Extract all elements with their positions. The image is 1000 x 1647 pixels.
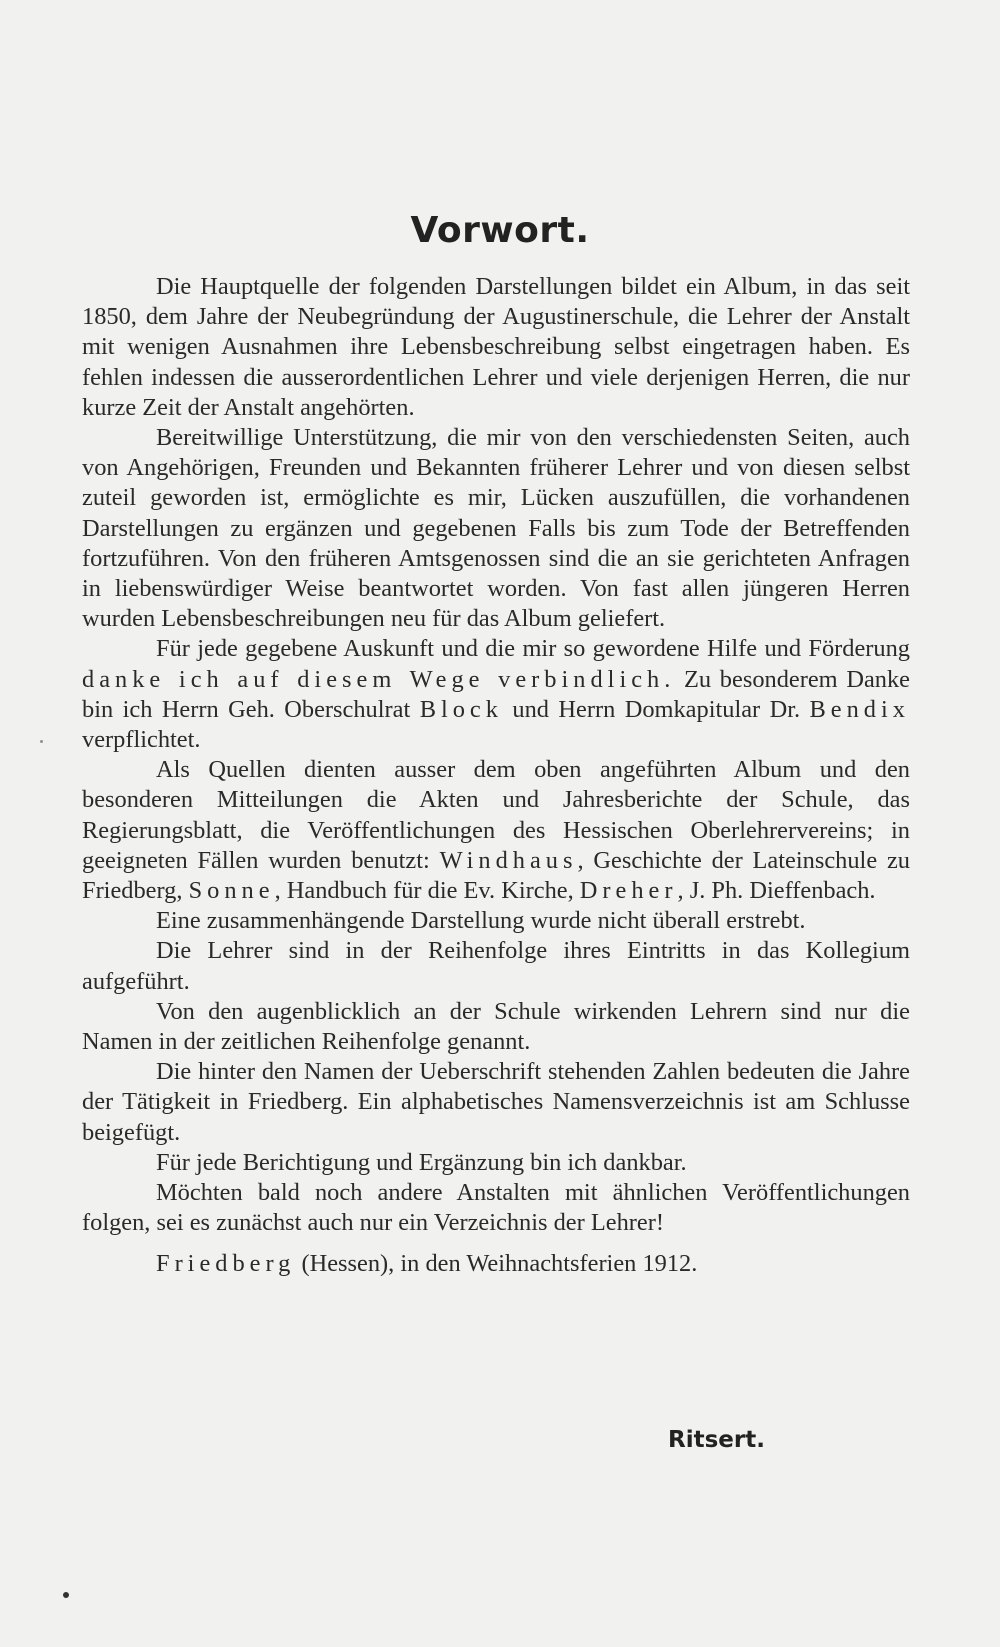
- paragraph-3-text-b: Zu besonderem Danke bin ich Herrn Geh. Oberschulrat: [82, 665, 910, 723]
- name-windhaus: Windhaus: [439, 846, 578, 874]
- paragraph-2: Bereitwillige Unterstützung, die mir von den verschiedensten Seiten, auch von Angehörigen, Freunden und Bekannten früherer Lehrer und von diesen selbst zuteil geworden ist, ermöglichte es mir, Lücken auszufüllen, die vorhandenen Darstellungen zu ergänzen und gegebenen Falls bis zum Tode der Betreffenden fortzuführen. Von den früheren Amtsgenossen sind die an sie gerichteten Anfragen in liebenswürdiger Weise beantwortet worden. Von fast allen jüngeren Herren wurden Lebensbeschreibungen neu für das Album geliefert.: [82, 424, 910, 633]
- name-dreher: Dreher: [579, 877, 678, 905]
- place-date-line: [82, 1249, 910, 1279]
- paragraph-6: Die Lehrer sind in der Reihenfolge ihres Eintritts in das Kollegium aufgeführt.: [82, 937, 910, 995]
- name-sonne: Sonne: [188, 877, 275, 905]
- paragraph-4-text-b: , Geschichte der Lateinschule zu Friedberg,: [82, 846, 910, 905]
- paragraph-4: [82, 755, 910, 906]
- foreword-body: [82, 272, 910, 1279]
- place-date-rest: (Hessen), in den Weihnachtsferien 1912.: [295, 1249, 698, 1277]
- print-speck: [63, 1592, 69, 1598]
- place-name: Friedberg: [156, 1249, 296, 1277]
- paragraph-3-text-a: Für jede gegebene Auskunft und die mir so gewordene Hilfe und Förderung: [156, 635, 910, 663]
- paragraph-10: Möchten bald noch andere Anstalten mit ähnlichen Veröffentlichungen folgen, sei es zunächst auch nur ein Verzeichnis der Lehrer!: [82, 1179, 910, 1237]
- paragraph-4-text-d: , J. Ph. Dieffenbach.: [677, 877, 876, 905]
- paragraph-5: Eine zusammenhängende Darstellung wurde nicht überall erstrebt.: [156, 907, 806, 935]
- paragraph-3-text-d: verpflichtet.: [82, 726, 201, 754]
- paragraph-3-text-c: und Herrn Domkapitular Dr.: [502, 695, 810, 723]
- paragraph-1: Die Hauptquelle der folgenden Darstellungen bildet ein Album, in das seit 1850, dem Jahre der Neubegründung der Augustinerschule, die Lehrer der Anstalt mit wenigen Ausnahmen ihre Lebensbeschreibung selbst eingetragen haben. Es fehlen indessen die ausserordentlichen Lehrer und viele derjenigen Herren, die nur kurze Zeit der Anstalt angehörten.: [82, 273, 910, 421]
- paragraph-3: [82, 634, 910, 755]
- paragraph-8: Die hinter den Namen der Ueberschrift stehenden Zahlen bedeuten die Jahre der Tätigkeit in Friedberg. Ein alphabetisches Namensverzeichnis ist am Schlusse beigefügt.: [82, 1058, 910, 1146]
- name-block: Block: [419, 695, 503, 723]
- page-title: Vorwort.: [410, 210, 590, 251]
- spaced-thanks: danke ich auf diesem Wege verbindlich.: [82, 665, 676, 693]
- paragraph-9: Für jede Berichtigung und Ergänzung bin ich dankbar.: [156, 1148, 687, 1176]
- name-bendix: Bendix: [809, 695, 910, 723]
- author-signature: Ritsert.: [668, 1427, 765, 1453]
- print-speck: [40, 740, 43, 743]
- paragraph-4-text-c: , Handbuch für die Ev. Kirche,: [274, 877, 580, 905]
- paragraph-4-text-a: Als Quellen dienten ausser dem oben angeführten Album und den besonderen Mitteilungen die Akten und Jahresberichte der Schule, das Regierungsblatt, die Veröffentlichungen des Hessischen Oberlehrervereins; in geeigneten Fällen wurden benutzt:: [82, 756, 910, 874]
- paragraph-7: Von den augenblicklich an der Schule wirkenden Lehrern sind nur die Namen in der zeitlichen Reihenfolge genannt.: [82, 997, 910, 1056]
